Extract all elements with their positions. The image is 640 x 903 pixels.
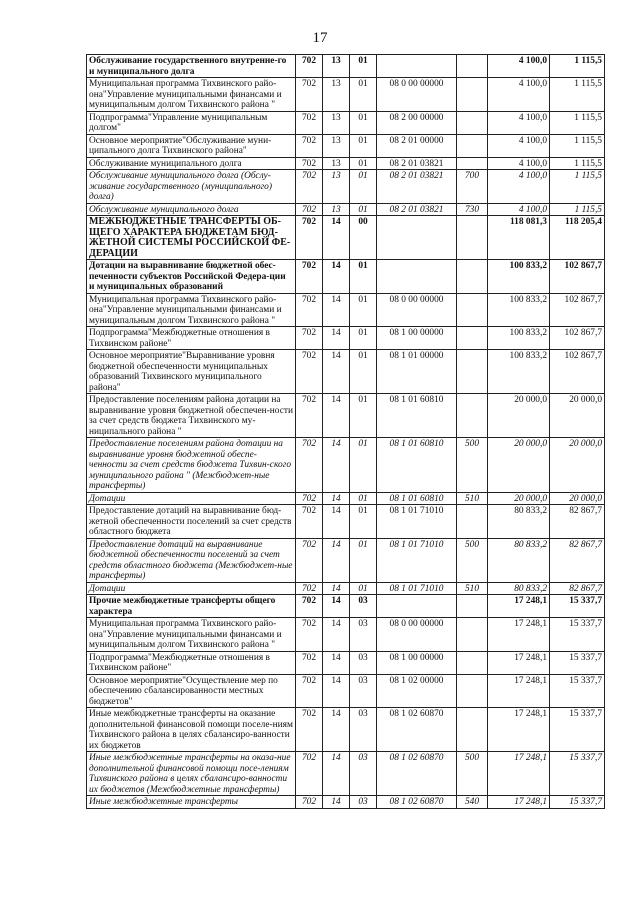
row-section-code: 13	[323, 203, 350, 216]
table-row	[87, 538, 605, 582]
row-section-code: 14	[323, 260, 350, 294]
row-expense-type: 510	[457, 582, 488, 595]
row-amount-year-2: 1 115,5	[550, 203, 605, 216]
row-name: Муниципальная программа Тихвинского райо-она"Управление муниципальными финансами и муниципальным долгом Тихвинского района "	[87, 293, 296, 327]
row-glav-code: 702	[296, 157, 323, 170]
row-name: Предоставление дотаций на выравнивание бюджетной обеспеченности поселений за счет средств областного бюджета (Межбюджет-ные трансферты)	[87, 538, 296, 582]
table-row	[87, 293, 605, 327]
row-subsection-code: 01	[350, 170, 377, 204]
row-subsection-code: 01	[350, 438, 377, 493]
row-amount-year-2: 118 205,4	[550, 216, 605, 260]
table-row	[87, 595, 605, 618]
table-row	[87, 752, 605, 796]
row-target-article: 08 2 01 00000	[377, 134, 457, 157]
table-row	[87, 438, 605, 493]
row-amount-year-2: 82 867,7	[550, 538, 605, 582]
row-amount-year-1: 80 833,2	[488, 582, 550, 595]
row-section-code: 14	[323, 216, 350, 260]
row-expense-type: 500	[457, 538, 488, 582]
row-target-article	[377, 595, 457, 618]
row-amount-year-2: 15 337,7	[550, 708, 605, 752]
row-amount-year-2: 102 867,7	[550, 327, 605, 350]
row-amount-year-1: 17 248,1	[488, 674, 550, 708]
row-expense-type: 540	[457, 796, 488, 809]
row-section-code: 14	[323, 582, 350, 595]
row-amount-year-2: 15 337,7	[550, 595, 605, 618]
budget-table	[86, 54, 605, 809]
row-expense-type: 510	[457, 492, 488, 505]
row-expense-type	[457, 55, 488, 78]
row-subsection-code: 00	[350, 216, 377, 260]
row-subsection-code: 01	[350, 55, 377, 78]
row-amount-year-2: 15 337,7	[550, 752, 605, 796]
row-target-article: 08 1 02 60870	[377, 708, 457, 752]
table-row	[87, 350, 605, 394]
row-amount-year-1: 4 100,0	[488, 203, 550, 216]
row-amount-year-2: 15 337,7	[550, 651, 605, 674]
row-amount-year-2: 20 000,0	[550, 438, 605, 493]
row-amount-year-2: 1 115,5	[550, 134, 605, 157]
table-row	[87, 260, 605, 294]
row-amount-year-2: 20 000,0	[550, 394, 605, 438]
row-target-article: 08 2 01 03821	[377, 157, 457, 170]
row-subsection-code: 01	[350, 582, 377, 595]
row-name: Обслуживание муниципального долга (Обслу-живание государственного (муниципального) долга)	[87, 170, 296, 204]
row-amount-year-2: 15 337,7	[550, 674, 605, 708]
row-name: Основное мероприятие"Обслуживание муни-ципального долга Тихвинского района"	[87, 134, 296, 157]
row-section-code: 14	[323, 492, 350, 505]
row-glav-code: 702	[296, 708, 323, 752]
row-name: Муниципальная программа Тихвинского райо-она"Управление муниципальными финансами и муниципальным долгом Тихвинского района "	[87, 618, 296, 652]
row-amount-year-1: 4 100,0	[488, 134, 550, 157]
row-amount-year-2: 15 337,7	[550, 618, 605, 652]
row-glav-code: 702	[296, 111, 323, 134]
row-glav-code: 702	[296, 134, 323, 157]
row-expense-type	[457, 618, 488, 652]
row-target-article: 08 1 00 00000	[377, 327, 457, 350]
row-subsection-code: 01	[350, 78, 377, 112]
table-row	[87, 618, 605, 652]
row-expense-type	[457, 651, 488, 674]
row-glav-code: 702	[296, 492, 323, 505]
row-subsection-code: 01	[350, 134, 377, 157]
budget-table-body	[87, 55, 605, 809]
row-subsection-code: 01	[350, 538, 377, 582]
row-expense-type	[457, 134, 488, 157]
row-subsection-code: 03	[350, 674, 377, 708]
row-target-article: 08 1 01 71010	[377, 582, 457, 595]
row-name: Обслуживание государственного внутренне-го и муниципального долга	[87, 55, 296, 78]
row-target-article: 08 1 01 60810	[377, 394, 457, 438]
row-expense-type	[457, 350, 488, 394]
row-amount-year-2: 82 867,7	[550, 582, 605, 595]
row-glav-code: 702	[296, 55, 323, 78]
row-section-code: 14	[323, 708, 350, 752]
row-section-code: 13	[323, 78, 350, 112]
row-expense-type	[457, 111, 488, 134]
row-amount-year-1: 17 248,1	[488, 752, 550, 796]
row-subsection-code: 03	[350, 708, 377, 752]
row-subsection-code: 01	[350, 157, 377, 170]
row-name: Муниципальная программа Тихвинского райо-она"Управление муниципальными финансами и муниципальным долгом Тихвинского района "	[87, 78, 296, 112]
row-expense-type	[457, 595, 488, 618]
row-target-article: 08 0 00 00000	[377, 293, 457, 327]
row-subsection-code: 01	[350, 394, 377, 438]
row-name: Основное мероприятие"Выравнивание уровня бюджетной обеспеченности муниципальных образований Тихвинского муниципального района"	[87, 350, 296, 394]
row-glav-code: 702	[296, 260, 323, 294]
row-section-code: 14	[323, 674, 350, 708]
row-amount-year-1: 100 833,2	[488, 293, 550, 327]
row-amount-year-2: 82 867,7	[550, 505, 605, 539]
row-name: Дотации	[87, 582, 296, 595]
row-target-article	[377, 216, 457, 260]
row-expense-type	[457, 327, 488, 350]
row-expense-type	[457, 216, 488, 260]
row-section-code: 14	[323, 327, 350, 350]
table-row	[87, 327, 605, 350]
row-amount-year-1: 80 833,2	[488, 538, 550, 582]
row-section-code: 13	[323, 134, 350, 157]
row-section-code: 14	[323, 505, 350, 539]
row-target-article: 08 1 01 60810	[377, 492, 457, 505]
row-expense-type	[457, 674, 488, 708]
row-target-article: 08 2 01 03821	[377, 203, 457, 216]
row-target-article: 08 0 00 00000	[377, 618, 457, 652]
row-glav-code: 702	[296, 618, 323, 652]
row-amount-year-1: 100 833,2	[488, 350, 550, 394]
row-glav-code: 702	[296, 674, 323, 708]
row-expense-type	[457, 260, 488, 294]
row-section-code: 13	[323, 55, 350, 78]
row-amount-year-2: 20 000,0	[550, 492, 605, 505]
row-target-article: 08 1 01 60810	[377, 438, 457, 493]
row-name: Подпрограмма"Управление муниципальным долгом"	[87, 111, 296, 134]
row-expense-type	[457, 78, 488, 112]
table-row	[87, 216, 605, 260]
row-amount-year-1: 17 248,1	[488, 651, 550, 674]
row-glav-code: 702	[296, 394, 323, 438]
row-glav-code: 702	[296, 170, 323, 204]
row-section-code: 14	[323, 293, 350, 327]
row-glav-code: 702	[296, 752, 323, 796]
row-glav-code: 702	[296, 651, 323, 674]
row-name: Предоставление поселениям района дотации на выравнивание уровня бюджетной обеспечен-ности за счет средств бюджета Тихвинского му-ниципального района "	[87, 394, 296, 438]
row-name: Основное мероприятие"Осуществление мер по обеспечению сбалансированности местных бюджетов"	[87, 674, 296, 708]
row-expense-type	[457, 708, 488, 752]
row-name: Дотации	[87, 492, 296, 505]
table-row	[87, 708, 605, 752]
row-amount-year-1: 20 000,0	[488, 394, 550, 438]
row-target-article: 08 1 00 00000	[377, 651, 457, 674]
row-amount-year-1: 4 100,0	[488, 157, 550, 170]
row-glav-code: 702	[296, 505, 323, 539]
table-row	[87, 582, 605, 595]
row-section-code: 13	[323, 170, 350, 204]
row-target-article: 08 1 02 60870	[377, 796, 457, 809]
row-subsection-code: 03	[350, 651, 377, 674]
row-glav-code: 702	[296, 438, 323, 493]
row-glav-code: 702	[296, 203, 323, 216]
row-subsection-code: 01	[350, 327, 377, 350]
row-subsection-code: 01	[350, 111, 377, 134]
row-name: Иные межбюджетные трансферты	[87, 796, 296, 809]
row-expense-type	[457, 505, 488, 539]
row-name: Обслуживание муниципального долга	[87, 203, 296, 216]
table-row	[87, 203, 605, 216]
row-amount-year-1: 100 833,2	[488, 260, 550, 294]
table-row	[87, 111, 605, 134]
table-row	[87, 134, 605, 157]
row-subsection-code: 03	[350, 595, 377, 618]
row-target-article: 08 1 01 00000	[377, 350, 457, 394]
table-row	[87, 796, 605, 809]
row-amount-year-2: 1 115,5	[550, 170, 605, 204]
row-amount-year-2: 102 867,7	[550, 293, 605, 327]
row-name: Дотации на выравнивание бюджетной обес-печенности субъектов Российской Федера-ции и муниципальных образований	[87, 260, 296, 294]
row-amount-year-1: 4 100,0	[488, 111, 550, 134]
row-expense-type: 500	[457, 752, 488, 796]
row-subsection-code: 01	[350, 293, 377, 327]
row-section-code: 14	[323, 438, 350, 493]
table-row	[87, 78, 605, 112]
row-expense-type	[457, 157, 488, 170]
row-target-article: 08 2 01 03821	[377, 170, 457, 204]
table-row	[87, 170, 605, 204]
row-subsection-code: 03	[350, 618, 377, 652]
row-target-article: 08 1 01 71010	[377, 538, 457, 582]
row-name: МЕЖБЮДЖЕТНЫЕ ТРАНСФЕРТЫ ОБ-ЩЕГО ХАРАКТЕРА БЮДЖЕТАМ БЮД-ЖЕТНОЙ СИСТЕМЫ РОССИЙСКОЙ ФЕ-ДЕРАЦИИ	[87, 216, 296, 260]
table-row	[87, 505, 605, 539]
row-name: Предоставление дотаций на выравнивание бюд-жетной обеспеченности поселений за счет средств областного бюджета	[87, 505, 296, 539]
table-row	[87, 55, 605, 78]
row-amount-year-1: 118 081,3	[488, 216, 550, 260]
row-amount-year-2: 1 115,5	[550, 157, 605, 170]
row-subsection-code: 03	[350, 796, 377, 809]
row-subsection-code: 01	[350, 350, 377, 394]
row-glav-code: 702	[296, 538, 323, 582]
row-section-code: 14	[323, 651, 350, 674]
row-expense-type	[457, 293, 488, 327]
row-amount-year-1: 80 833,2	[488, 505, 550, 539]
row-name: Иные межбюджетные трансферты на оказание дополнительной финансовой помощи поселе-ниям Тихвинского района в целях сбалансиро-ванности их бюджетов	[87, 708, 296, 752]
row-amount-year-1: 100 833,2	[488, 327, 550, 350]
table-row	[87, 157, 605, 170]
row-section-code: 14	[323, 618, 350, 652]
table-row	[87, 674, 605, 708]
row-amount-year-1: 4 100,0	[488, 170, 550, 204]
row-name: Прочие межбюджетные трансферты общего характера	[87, 595, 296, 618]
row-amount-year-2: 102 867,7	[550, 350, 605, 394]
row-amount-year-2: 1 115,5	[550, 78, 605, 112]
row-section-code: 13	[323, 157, 350, 170]
row-target-article	[377, 260, 457, 294]
row-name: Обслуживание муниципального долга	[87, 157, 296, 170]
row-subsection-code: 01	[350, 203, 377, 216]
row-glav-code: 702	[296, 582, 323, 595]
row-section-code: 14	[323, 394, 350, 438]
row-name: Иные межбюджетные трансферты на оказа-ние дополнительной финансовой помощи посе-лениям Тихвинского района в целях сбалансиро-ванности их бюджетов (Межбюджетные трансферты)	[87, 752, 296, 796]
row-amount-year-1: 4 100,0	[488, 55, 550, 78]
row-target-article: 08 2 00 00000	[377, 111, 457, 134]
row-target-article	[377, 55, 457, 78]
row-subsection-code: 01	[350, 492, 377, 505]
row-name: Предоставление поселениям района дотации на выравнивание уровня бюджетной обеспе-ченности за счет средств бюджета Тихвин-ского муниципального района " (Межбюджет-ные трансферты)	[87, 438, 296, 493]
row-section-code: 14	[323, 595, 350, 618]
row-subsection-code: 01	[350, 260, 377, 294]
row-amount-year-1: 20 000,0	[488, 438, 550, 493]
row-glav-code: 702	[296, 595, 323, 618]
row-expense-type	[457, 394, 488, 438]
row-expense-type: 700	[457, 170, 488, 204]
row-section-code: 14	[323, 538, 350, 582]
table-row	[87, 651, 605, 674]
row-subsection-code: 01	[350, 505, 377, 539]
row-amount-year-1: 17 248,1	[488, 618, 550, 652]
row-amount-year-1: 17 248,1	[488, 595, 550, 618]
row-expense-type: 500	[457, 438, 488, 493]
row-glav-code: 702	[296, 796, 323, 809]
table-row	[87, 394, 605, 438]
row-amount-year-2: 1 115,5	[550, 55, 605, 78]
row-glav-code: 702	[296, 350, 323, 394]
row-name: Подпрограмма"Межбюджетные отношения в Тихвинском районе"	[87, 651, 296, 674]
row-glav-code: 702	[296, 293, 323, 327]
row-section-code: 13	[323, 111, 350, 134]
row-amount-year-2: 15 337,7	[550, 796, 605, 809]
row-target-article: 08 1 02 00000	[377, 674, 457, 708]
table-row	[87, 492, 605, 505]
page-number: 17	[312, 30, 328, 46]
row-amount-year-2: 102 867,7	[550, 260, 605, 294]
row-amount-year-1: 20 000,0	[488, 492, 550, 505]
row-section-code: 14	[323, 752, 350, 796]
row-amount-year-2: 1 115,5	[550, 111, 605, 134]
row-target-article: 08 1 01 71010	[377, 505, 457, 539]
row-target-article: 08 1 02 60870	[377, 752, 457, 796]
row-section-code: 14	[323, 350, 350, 394]
row-section-code: 14	[323, 796, 350, 809]
row-amount-year-1: 4 100,0	[488, 78, 550, 112]
row-name: Подпрограмма"Межбюджетные отношения в Тихвинском районе"	[87, 327, 296, 350]
row-expense-type: 730	[457, 203, 488, 216]
row-amount-year-1: 17 248,1	[488, 708, 550, 752]
row-glav-code: 702	[296, 216, 323, 260]
row-subsection-code: 03	[350, 752, 377, 796]
row-glav-code: 702	[296, 78, 323, 112]
row-amount-year-1: 17 248,1	[488, 796, 550, 809]
row-target-article: 08 0 00 00000	[377, 78, 457, 112]
row-glav-code: 702	[296, 327, 323, 350]
